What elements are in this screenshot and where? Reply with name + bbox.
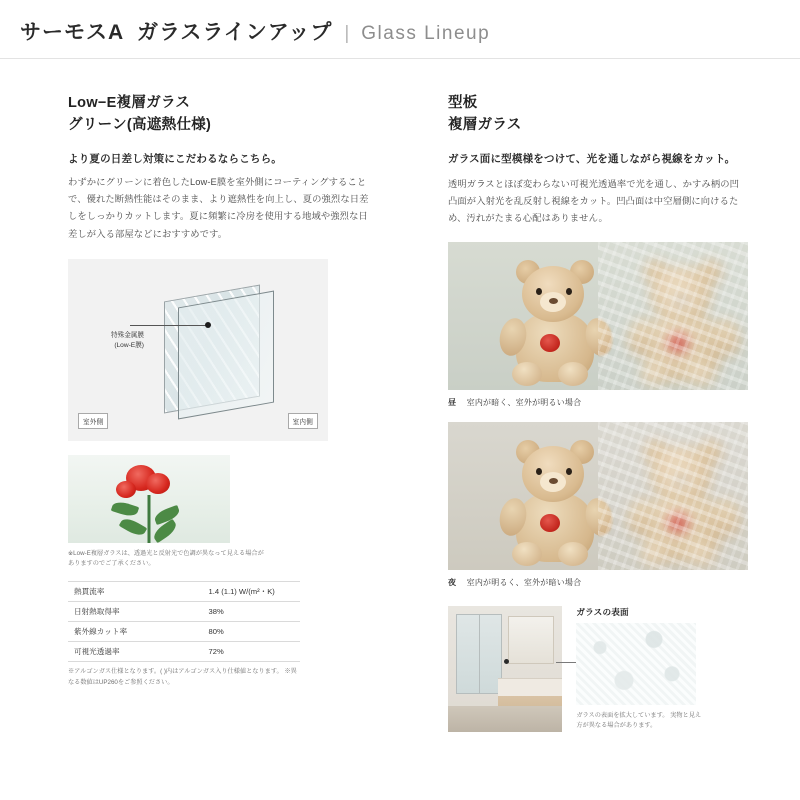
room-window	[456, 614, 502, 694]
callout-point-dot	[205, 322, 211, 328]
caption-nighttime-label: 夜	[448, 577, 457, 587]
bear-rose	[540, 514, 560, 532]
caption-daytime-text: 室内が暗く、室外が明るい場合	[466, 397, 582, 407]
flower-stem	[148, 495, 151, 543]
caption-nighttime	[448, 577, 745, 588]
page-title: サーモスA ガラスラインアップ	[20, 21, 333, 44]
caption-daytime-label: 昼	[448, 397, 457, 407]
right-section-title	[448, 92, 745, 137]
glass-texture-overlay	[598, 422, 748, 570]
flower-photo-note: ※Low-E複層ガラスは、透過光と反射光で色調が異なって見える場合がありますのでご了承ください。	[68, 549, 264, 567]
right-body-text: 透明ガラスとほぼ変わらない可視光透過率で光を通し、かすみ柄の凹凸面が入射光を乱反射し視線をカット。凹凸面は中空層側に向けるため、汚れがたまる心配はありません。	[448, 178, 740, 224]
bear-nose	[549, 478, 558, 484]
spec-value: 1.4 (1.1) W/(m²・K)	[203, 582, 300, 602]
left-column	[0, 92, 400, 732]
photo-nighttime-bear	[448, 422, 748, 570]
glass-texture-overlay	[598, 242, 748, 390]
bear-nose	[549, 298, 558, 304]
room-floor	[448, 706, 562, 732]
spec-value: 38%	[203, 602, 300, 622]
spec-key: 可視光透過率	[68, 642, 203, 662]
spec-key: 紫外線カット率	[68, 622, 203, 642]
room-mirror	[508, 616, 554, 664]
left-title-line2: グリーン(高遮熱仕様)	[68, 117, 212, 134]
flower-bloom	[146, 473, 170, 494]
glass-pane-inner	[178, 290, 274, 419]
spec-key: 熱貫流率	[68, 582, 203, 602]
spec-key: 日射熱取得率	[68, 602, 203, 622]
left-section-title	[68, 92, 372, 137]
spec-value: 72%	[203, 642, 300, 662]
table-row	[68, 582, 300, 602]
glass-surface-detail	[576, 606, 745, 732]
flower-photo	[68, 455, 230, 543]
callout-leader-line	[130, 325, 208, 326]
spec-value: 80%	[203, 622, 300, 642]
caption-nighttime-text: 室内が明るく、室外が暗い場合	[466, 577, 582, 587]
right-lead-text: ガラス面に型模様をつけて、光を通しながら視線をカット。	[448, 152, 736, 165]
bear-foot	[512, 542, 542, 566]
bear-eye	[536, 468, 542, 475]
table-row	[68, 642, 300, 662]
callout-label-line1: 特殊金属膜	[111, 331, 144, 339]
right-title-line1: 型板	[448, 95, 478, 111]
flower-leaf	[119, 515, 148, 538]
header-divider	[0, 58, 800, 59]
bear-eye	[566, 288, 572, 295]
table-row	[68, 602, 300, 622]
surface-detail-note: ガラスの表面を拡大しています。 実物と見え方が異なる場合があります。	[576, 711, 702, 730]
glass-section-diagram	[68, 259, 328, 441]
photo-bathroom-interior	[448, 606, 562, 732]
callout-label	[82, 331, 144, 352]
surface-texture-swatch	[576, 623, 696, 705]
surface-callout-dot	[504, 659, 509, 664]
bear-foot	[512, 362, 542, 386]
left-body-text: わずかにグリーンに着色したLow-E膜を室外側にコーティングすることで、優れた断熱性能はそのまま、より遮熱性を向上し、夏の強烈な日差しをしっかりカットします。夏に頻繁に冷房を使用する地域や強烈な日差しが入る部屋などにおすすめです。	[68, 176, 369, 239]
tag-outside: 室外側	[78, 413, 108, 429]
bear-foot	[558, 362, 588, 386]
table-row	[68, 622, 300, 642]
room-counter	[498, 678, 562, 696]
left-title-line1: Low−E複層ガラス	[68, 95, 191, 111]
caption-daytime	[448, 397, 745, 408]
page-header	[0, 0, 800, 46]
bear-eye	[566, 468, 572, 475]
bear-rose	[540, 334, 560, 352]
title-separator: |	[344, 23, 350, 44]
glass-spec-table	[68, 581, 300, 662]
left-lead-text: より夏の日差し対策にこだわるならこちら。	[68, 152, 282, 165]
bear-foot	[558, 542, 588, 566]
photo-daytime-bear	[448, 242, 748, 390]
content-columns	[0, 92, 800, 732]
page-subtitle: Glass Lineup	[361, 23, 491, 44]
flower-bloom	[116, 481, 136, 498]
flower-leaf	[111, 499, 139, 518]
surface-detail-title: ガラスの表面	[576, 606, 629, 617]
spec-table-note: ※アルゴンガス仕様となります。( )内はアルゴンガス入り仕様値となります。 ※異なる数値はUP260をご参照ください。	[68, 668, 297, 686]
glass-surface-block	[448, 606, 745, 732]
callout-label-line2: (Low-E膜)	[114, 342, 144, 350]
right-column	[400, 92, 800, 732]
tag-inside: 室内側	[288, 413, 318, 429]
bear-eye	[536, 288, 542, 295]
right-title-line2: 複層ガラス	[448, 117, 522, 134]
